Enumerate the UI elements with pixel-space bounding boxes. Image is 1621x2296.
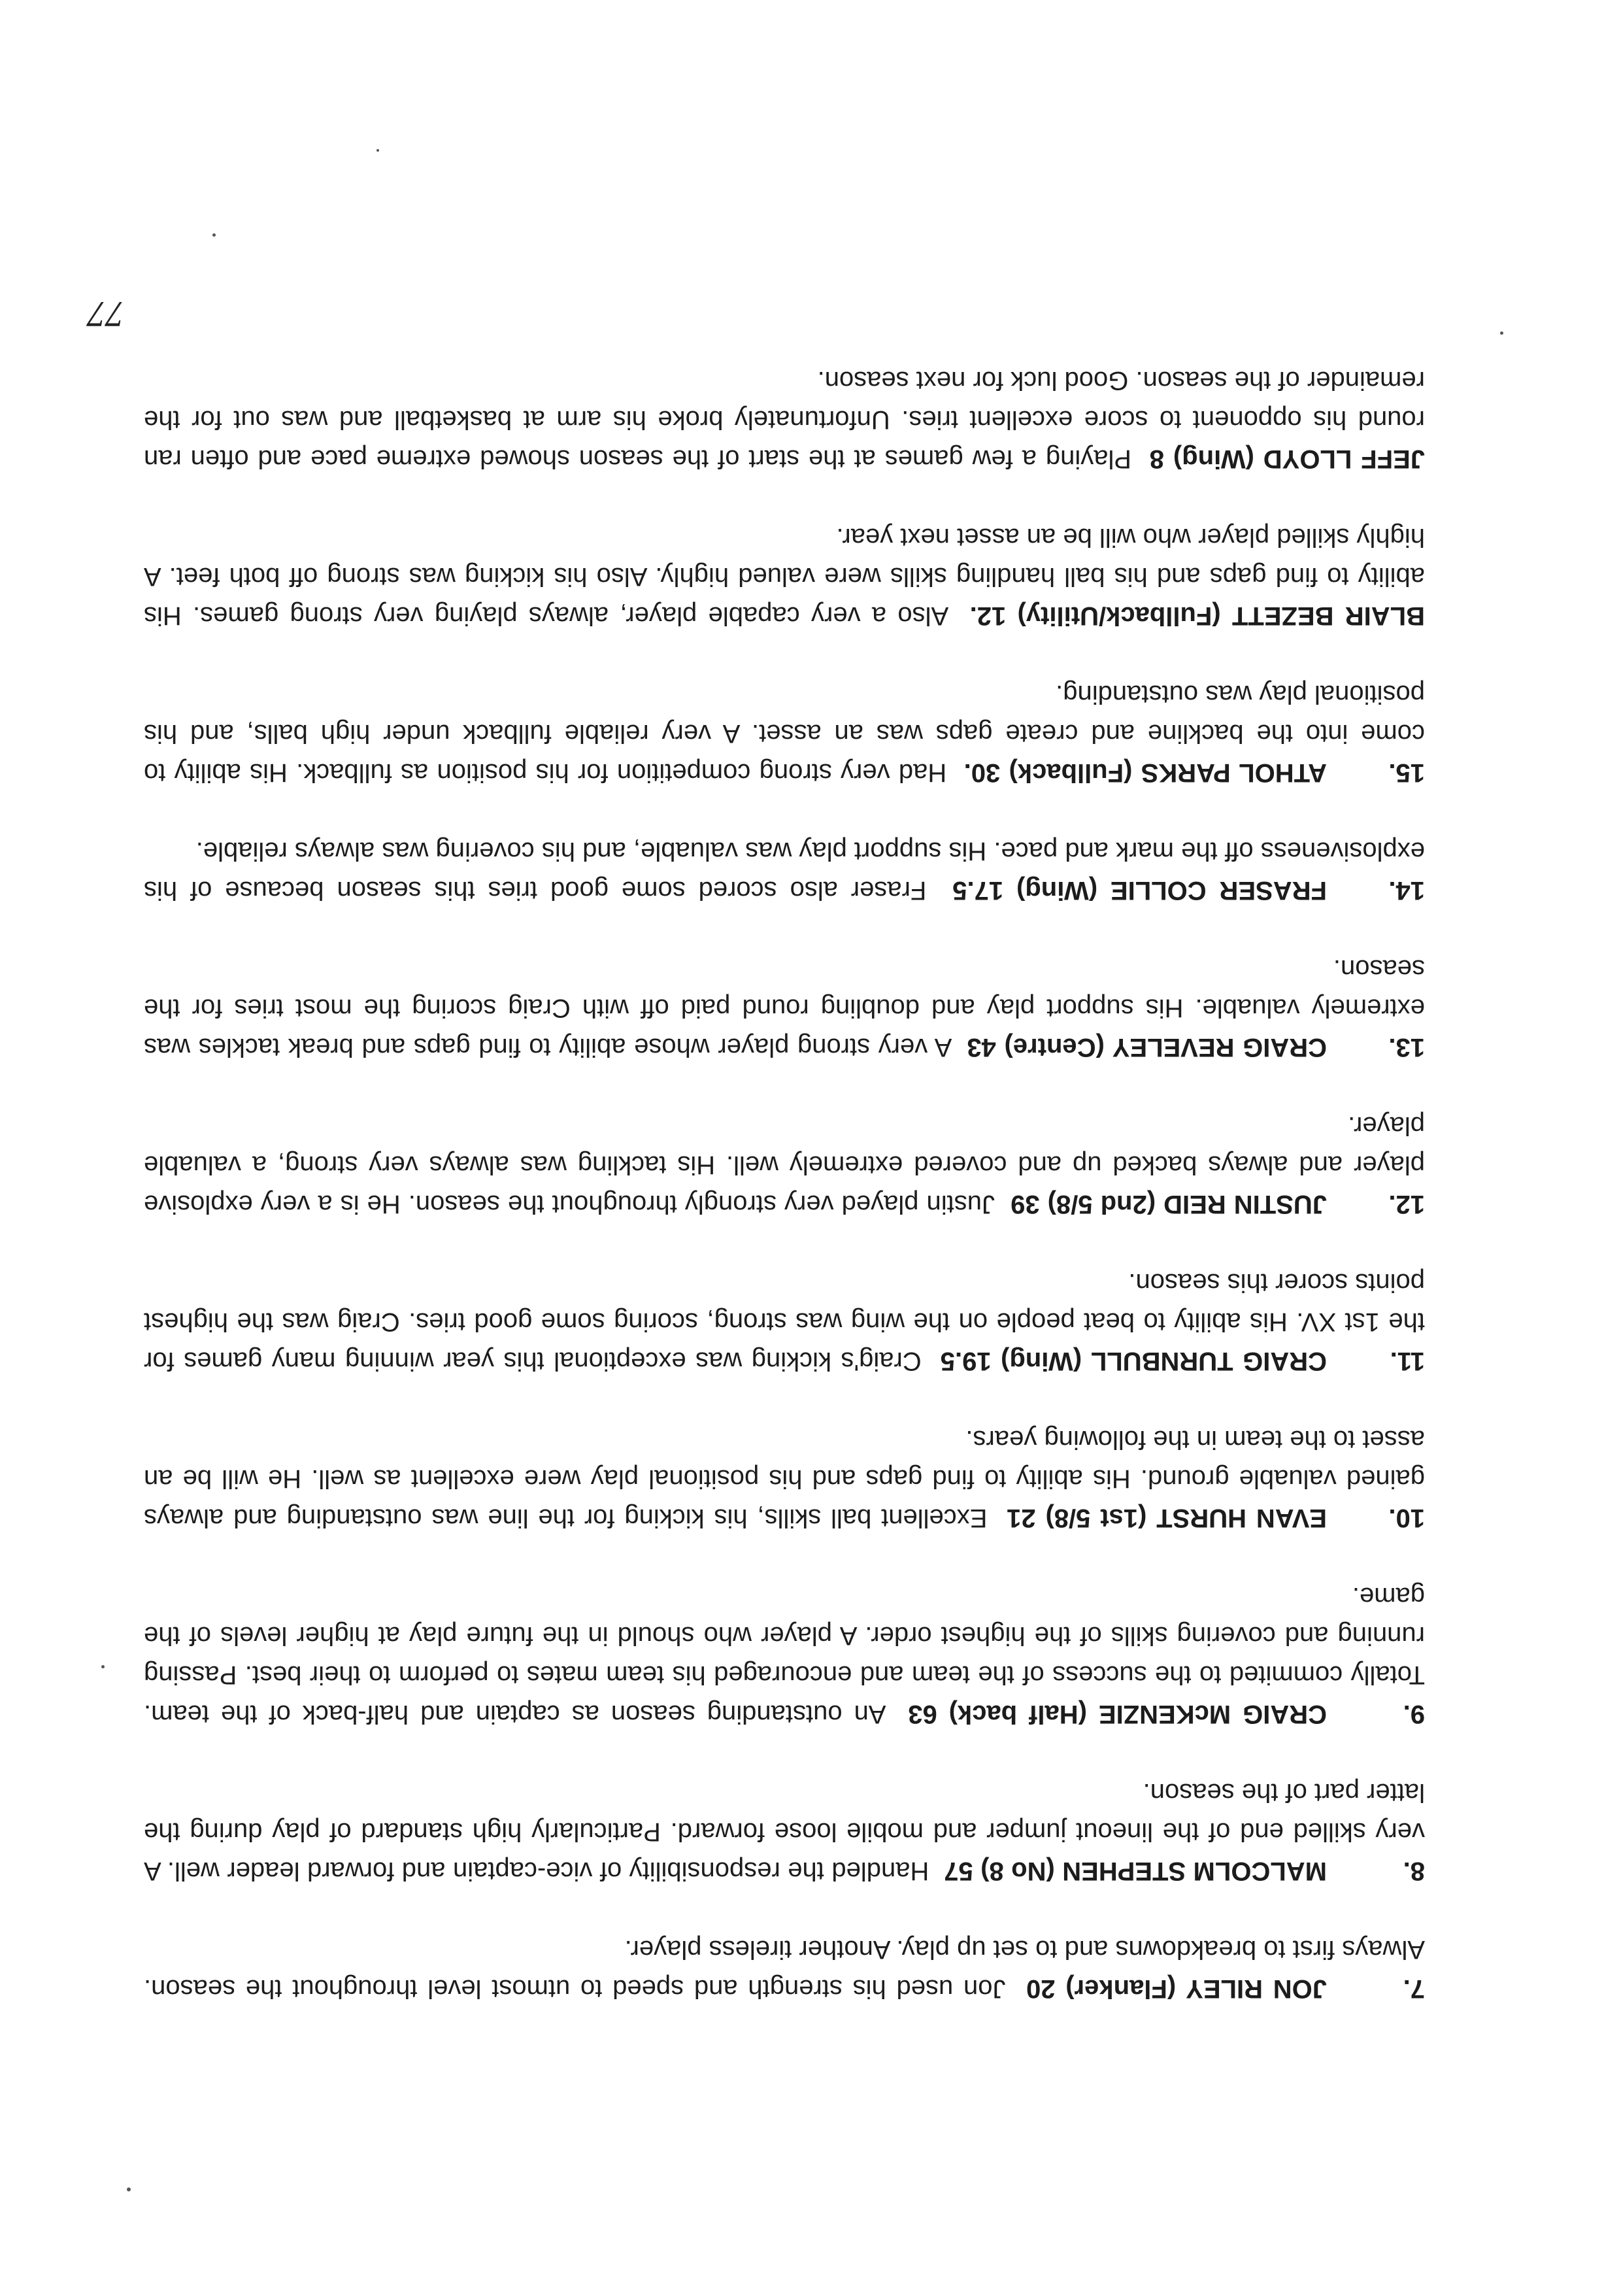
player-name: JEFF LLOYD (Wing) [1173, 445, 1425, 473]
player-name: FRASER COLLIE (Wing) [1016, 876, 1327, 905]
player-points: 20 [1026, 1974, 1056, 2003]
player-points: 63 [908, 1700, 937, 1729]
entry-number: 15. [1388, 758, 1425, 787]
player-entry [144, 1106, 1425, 1224]
scan-speck [212, 233, 216, 237]
player-review-text: A very strong player whose ability to find gaps and break tackles was extremely valuable. His support play and doubling round paid off with Craig scoring the most tries for the season. [143, 954, 1425, 1062]
scan-speck [101, 1665, 105, 1668]
page-number: 77 [88, 294, 124, 334]
scan-speck [127, 2187, 131, 2191]
player-review-text: Jon used his strength and speed to utmost level throughout the season. Always first to breakdowns and to set up play. Another tireless player. [144, 1935, 1425, 2003]
player-entry [144, 1263, 1425, 1381]
player-entry [144, 518, 1425, 635]
player-review-text: Fraser also scored some good tries this season because of his explosiveness off the mark and pace. His support play was valuable, and his covering was always reliable. [144, 837, 1425, 905]
player-points: 39 [1011, 1190, 1040, 1219]
entry-number: 10. [1388, 1504, 1425, 1532]
scan-speck [376, 149, 379, 152]
entry-number: 12. [1388, 1190, 1425, 1219]
entry-number: 13. [1388, 1033, 1425, 1062]
player-entry [144, 675, 1425, 792]
player-name: CRAIG TURNBULL (Wing) [1001, 1347, 1327, 1376]
entry-number: 11. [1390, 1347, 1425, 1376]
player-points: 57 [944, 1857, 973, 1885]
player-points: 17.5 [952, 876, 1004, 905]
entry-number: 7. [1403, 1974, 1425, 2003]
player-points: 8 [1149, 445, 1165, 473]
player-points: 19.5 [940, 1347, 992, 1376]
player-entry [144, 1930, 1425, 2008]
player-points: 43 [967, 1033, 996, 1062]
player-review-text: Handled the responsibility of vice-captain and forward leader well. A very skilled end of the lineout jumper and mobile loose forward. Particularly high standard of play during the latter part of the season. [144, 1778, 1425, 1885]
player-name: JON RILEY (Flanker) [1065, 1974, 1327, 2003]
scan-speck [1500, 331, 1503, 335]
player-name: BLAIR BEZETT (Fullback/Utility) [1017, 601, 1425, 630]
player-name: CRAIG REVELEY (Centre) [1004, 1033, 1327, 1062]
player-review-text: Craig's kicking was exceptional this year winning many games for the 1st XV. His ability to beat people on the wing was strong, scoring some good tries. Craig was the highest points scorer this season. [144, 1268, 1425, 1376]
player-review-text: Playing a few games at the start of the season showed extreme pace and often ran round his opponent to score excellent tries. Unfortunately broke his arm at basketball and was out for the remainder of the season. Good luck for next season. [144, 366, 1425, 473]
entry-number: 14. [1388, 876, 1425, 905]
player-entry [144, 361, 1425, 479]
player-entry [144, 949, 1425, 1067]
player-name: CRAIG McKENZIE (Half back) [948, 1700, 1327, 1729]
player-review-text: Also a very capable player, always playing very strong games. His ability to find gaps and his ball handling skills were valued highly. Also his kicking was strong off both feet. A highly skilled player who will be an asset next year. [144, 523, 1425, 630]
player-name: ATHOL PARKS (Fullback) [1009, 758, 1327, 787]
player-review-text: Justin played very strongly throughout the season. He is a very explosive player and always backed up and covered extremely well. His tackling was always very strong, a valuable player. [144, 1111, 1425, 1219]
player-review-text: An outstanding season as captain and half-back of the team. Totally commited to the success of the team and encouraged his team mates to perform to their best. Passing running and covering skills of the highest order. A player who should in the future play at higher levels of the game. [144, 1582, 1425, 1729]
player-points: 30. [963, 758, 1001, 787]
entry-number: 8. [1403, 1857, 1425, 1885]
player-name: EVAN HURST (1st 5/8) [1045, 1504, 1327, 1532]
player-entry [144, 832, 1425, 910]
player-name: JUSTIN REID (2nd 5/8) [1047, 1190, 1327, 1219]
player-points: 21 [1007, 1504, 1036, 1532]
player-name: MALCOLM STEPHEN (No 8) [980, 1857, 1327, 1885]
player-review-text: Had very strong competition for his position as fullback. His ability to come into the backline and create gaps was an asset. A very reliable fullback under high balls, and his positional play was outstanding. [144, 680, 1425, 787]
player-review-text: Excellent ball skills, his kicking for the line was outstanding and always gained valuable ground. His ability to find gaps and his positional play were excellent as well. He will be an asset to the team in the following years. [144, 1425, 1425, 1532]
player-entry [144, 1420, 1425, 1538]
player-entry [144, 1577, 1425, 1734]
entry-number: 9. [1403, 1700, 1425, 1729]
player-reviews [144, 322, 1425, 2008]
player-points: 12. [969, 601, 1007, 630]
player-entry [144, 1773, 1425, 1891]
